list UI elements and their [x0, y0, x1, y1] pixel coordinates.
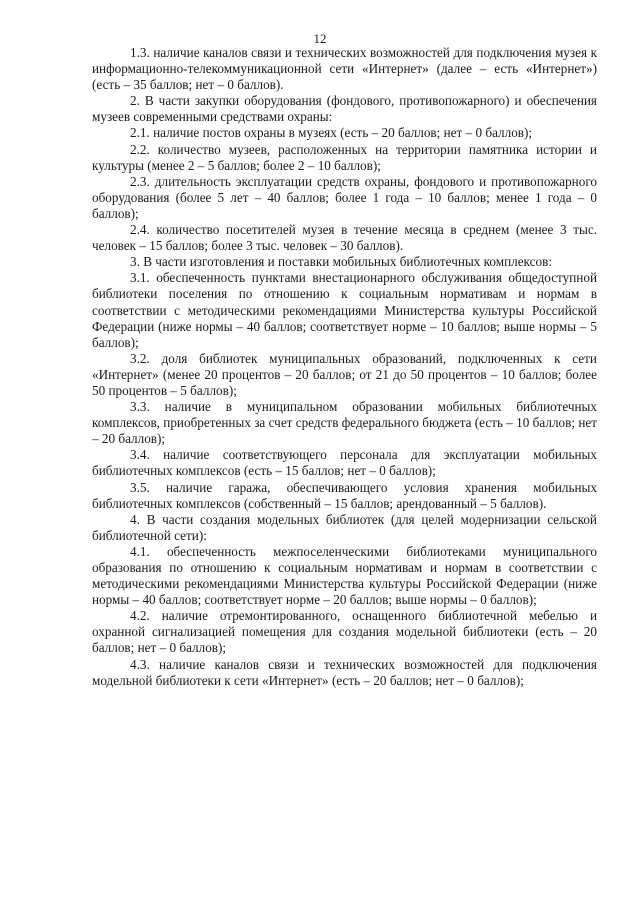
paragraph-2: 2. В части закупки оборудования (фондового, противопожарного) и обеспечения музеев современными средствами охраны: [92, 93, 597, 125]
paragraph-4-1: 4.1. обеспеченность межпоселенческими библиотеками муниципального образования по отношению к социальным нормативам и нормам в соответствии с методическими рекомендациями Министерства культуры Российской Федерации (ниже нормы – 40 баллов; соответствует норме – 20 баллов; выше нормы – 0 баллов); [92, 543, 597, 608]
paragraph-2-2: 2.2. количество музеев, расположенных на территории памятника истории и культуры (менее 2 – 5 баллов; более 2 – 10 баллов); [92, 141, 597, 173]
paragraph-3-5: 3.5. наличие гаража, обеспечивающего условия хранения мобильных библиотечных комплексов (собственный – 15 баллов; арендованный – 5 баллов). [92, 479, 597, 511]
document-body [92, 45, 597, 689]
paragraph-2-1: 2.1. наличие постов охраны в музеях (есть – 20 баллов; нет – 0 баллов); [130, 125, 533, 141]
paragraph-3: 3. В части изготовления и поставки мобильных библиотечных комплексов: [130, 254, 552, 270]
paragraph-2-3: 2.3. длительность эксплуатации средств охраны, фондового и противопожарного оборудования (более 5 лет – 40 баллов; более 1 года – 10 баллов; менее 1 года – 0 баллов); [92, 173, 597, 221]
paragraph-4: 4. В части создания модельных библиотек (для целей модернизации сельской библиотечной сети): [92, 511, 597, 543]
paragraph-3-4: 3.4. наличие соответствующего персонала для эксплуатации мобильных библиотечных комплексов (есть – 15 баллов; нет – 0 баллов); [92, 447, 597, 479]
paragraph-3-2: 3.2. доля библиотек муниципальных образований, подключенных к сети «Интернет» (менее 20 процентов – 20 баллов; от 21 до 50 процентов – 10 баллов; более 50 процентов – 5 баллов); [92, 350, 597, 398]
paragraph-4-2: 4.2. наличие отремонтированного, оснащенного библиотечной мебелью и охранной сигнализацией помещения для создания модельной библиотеки (есть – 20 баллов; нет – 0 баллов); [92, 608, 597, 656]
paragraph-2-4: 2.4. количество посетителей музея в течение месяца в среднем (менее 3 тыс. человек – 15 баллов; более 3 тыс. человек – 30 баллов). [92, 222, 597, 254]
paragraph-1-3: 1.3. наличие каналов связи и технических возможностей для подключения музея к информационно-телекоммуникационной сети «Интернет» (далее – есть «Интернет») (есть – 35 баллов; нет – 0 баллов). [92, 45, 597, 93]
paragraph-3-3: 3.3. наличие в муниципальном образовании мобильных библиотечных комплексов, приобретенных за счет средств федерального бюджета (есть – 10 баллов; нет – 20 баллов); [92, 399, 597, 447]
paragraph-4-3: 4.3. наличие каналов связи и технических возможностей для подключения модельной библиотеки к сети «Интернет» (есть – 20 баллов; нет – 0 баллов); [92, 656, 597, 688]
page-number: 12 [313, 31, 327, 46]
paragraph-3-1: 3.1. обеспеченность пунктами внестационарного обслуживания общедоступной библиотеки поселения по отношению к социальным нормативам и нормам в соответствии с методическими рекомендациями Министерства культуры Российской Федерации (ниже нормы – 40 баллов; соответствует норме – 10 баллов; выше нормы – 5 баллов); [92, 270, 597, 350]
